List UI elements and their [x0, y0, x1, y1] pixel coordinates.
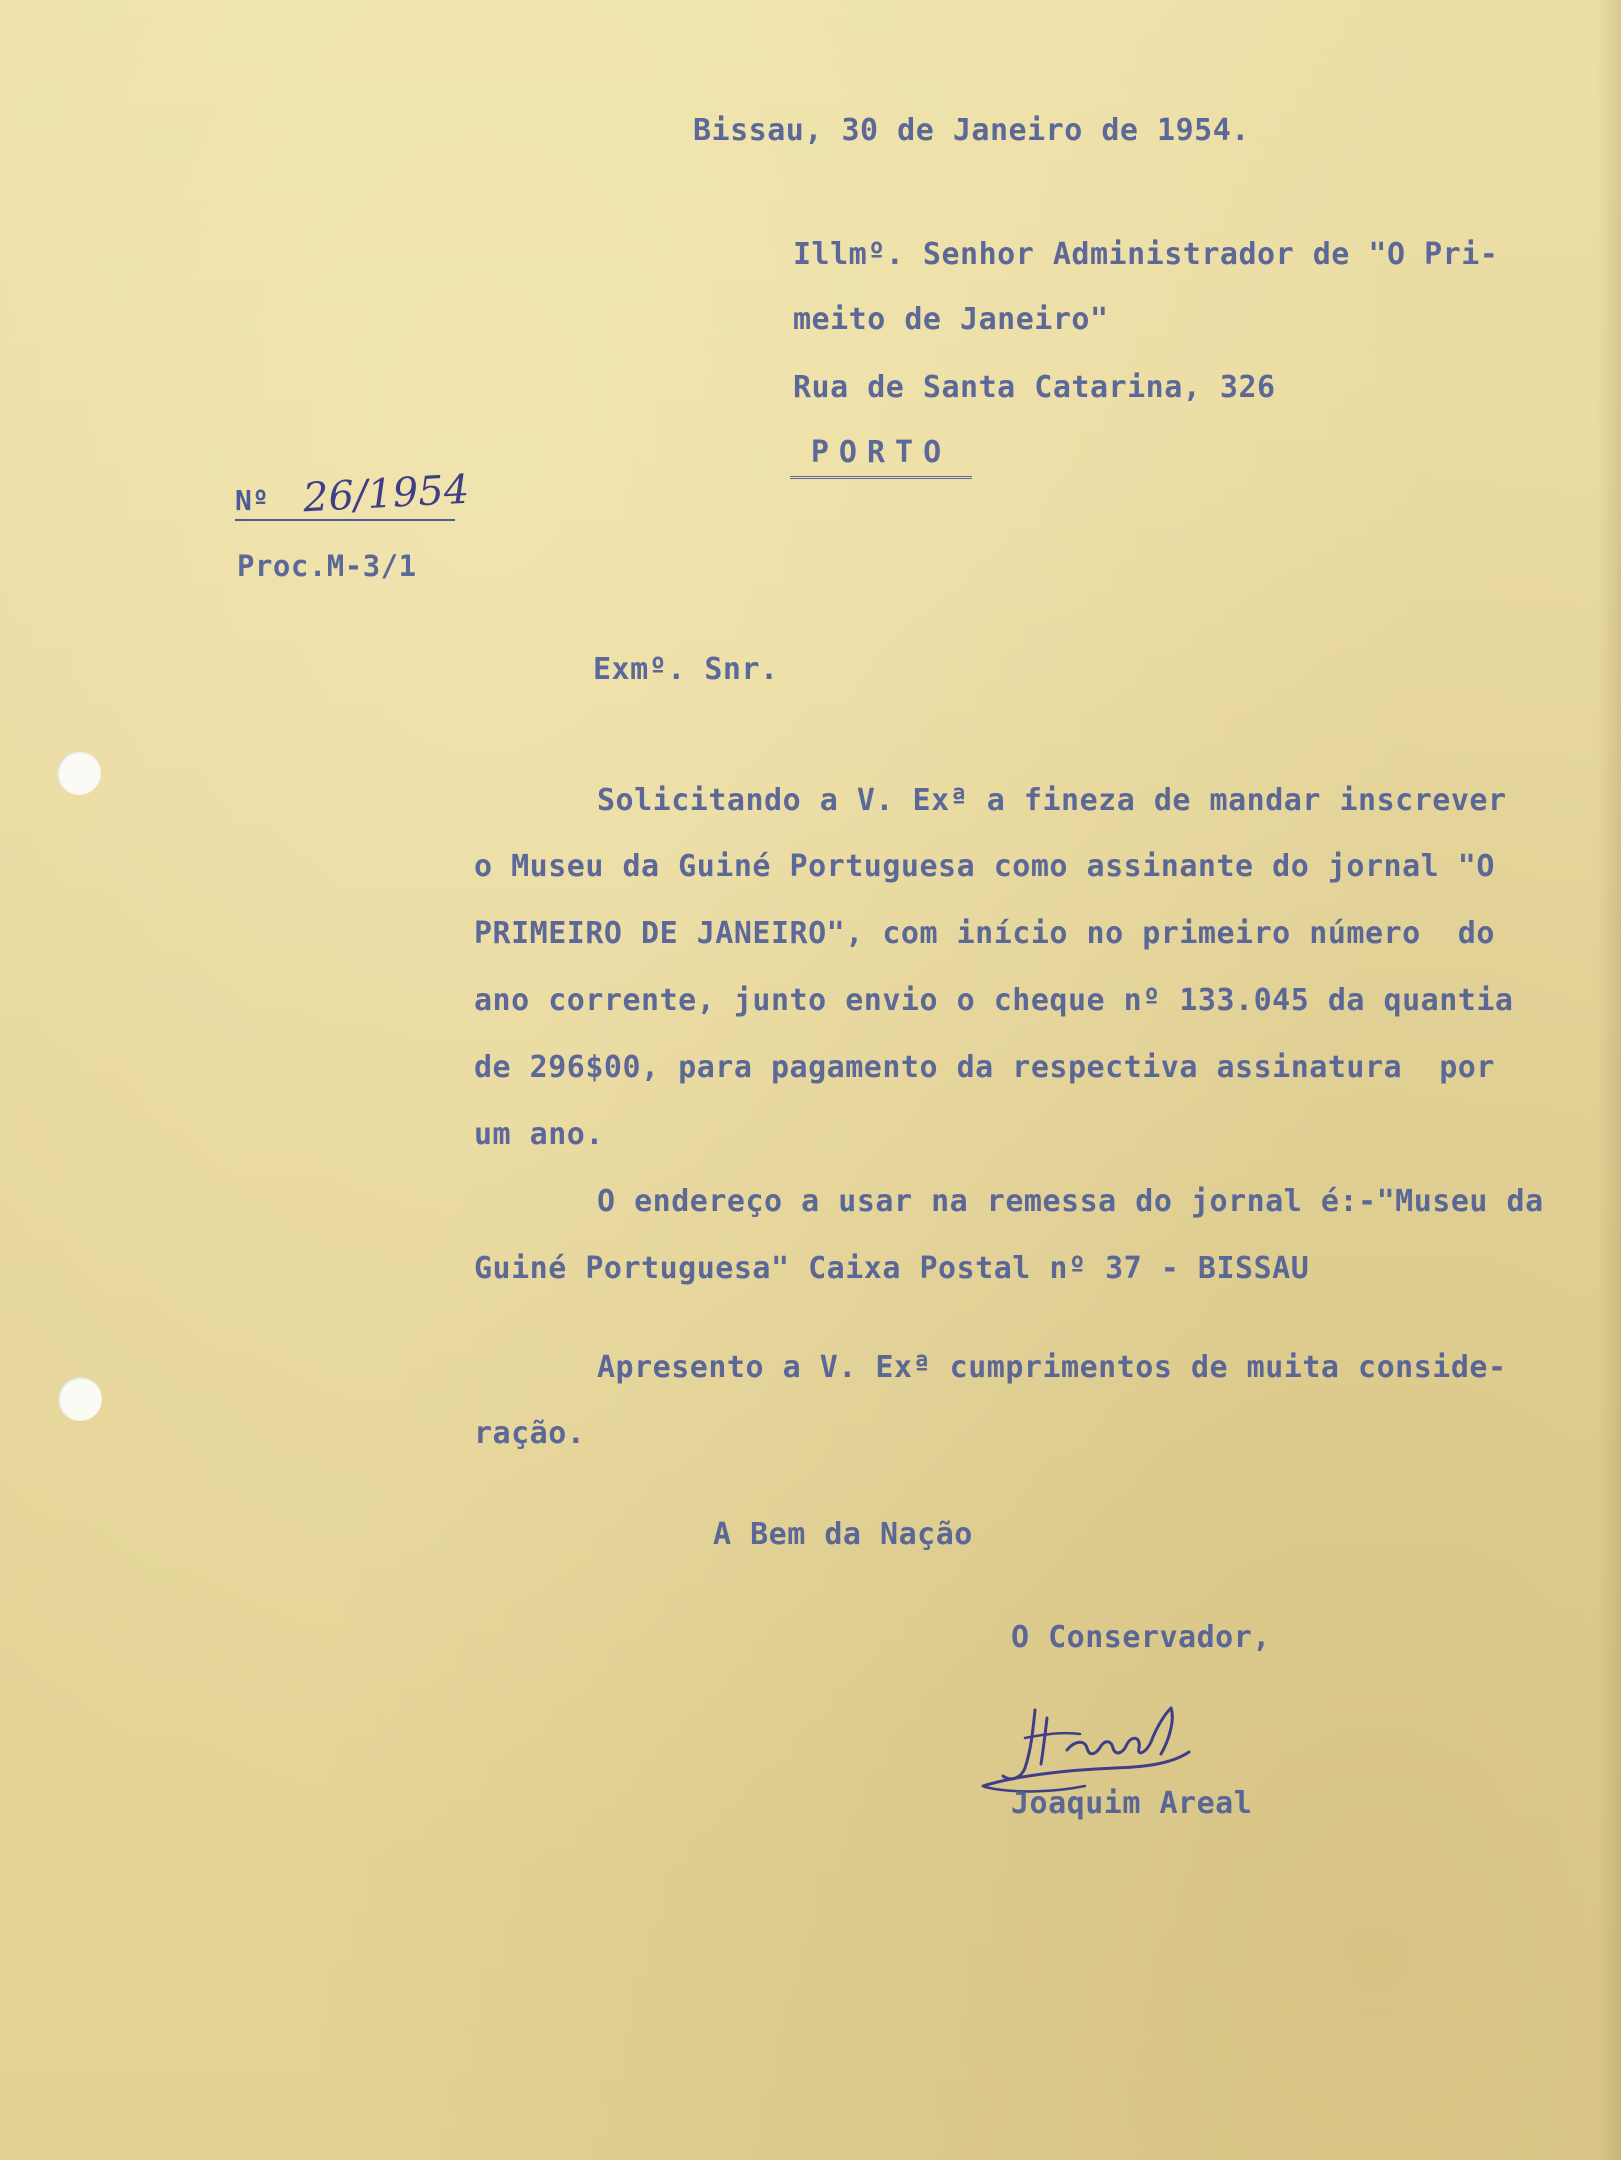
body-line-2: o Museu da Guiné Portuguesa como assinante do jornal "O	[474, 849, 1495, 884]
reference-number-handwritten: 26/1954	[301, 466, 471, 522]
punch-hole-top	[57, 751, 101, 795]
reference-number	[235, 465, 471, 522]
process-reference: Proc.M-3/1	[237, 549, 417, 583]
signature	[975, 1690, 1235, 1800]
body-line-9: Apresento a V. Exª cumprimentos de muita conside-	[597, 1350, 1507, 1385]
recipient-city: PORTO	[790, 435, 972, 479]
body-line-1: Solicitando a V. Exª a fineza de mandar inscrever	[597, 783, 1507, 818]
recipient-line-2: meito de Janeiro"	[793, 302, 1109, 337]
body-line-5: de 296$00, para pagamento da respectiva assinatura por	[474, 1050, 1495, 1085]
date-line: Bissau, 30 de Janeiro de 1954.	[693, 113, 1250, 148]
salutation: Exmº. Snr.	[593, 652, 779, 687]
body-line-8: Guiné Portuguesa" Caixa Postal nº 37 - BISSAU	[474, 1251, 1310, 1286]
signatory-title: O Conservador,	[1011, 1620, 1271, 1655]
recipient-line-1: Illmº. Senhor Administrador de "O Pri-	[793, 237, 1499, 272]
body-line-10: ração.	[474, 1416, 586, 1451]
punch-hole-bottom	[58, 1377, 102, 1421]
body-line-6: um ano.	[474, 1117, 604, 1152]
body-line-3: PRIMEIRO DE JANEIRO", com início no primeiro número do	[474, 916, 1495, 951]
body-line-4: ano corrente, junto envio o cheque nº 133.045 da quantia	[474, 983, 1514, 1018]
recipient-line-3: Rua de Santa Catarina, 326	[793, 370, 1276, 405]
closing: A Bem da Nação	[713, 1517, 973, 1552]
body-line-7: O endereço a usar na remessa do jornal é:-"Museu da	[597, 1184, 1544, 1219]
reference-number-label: Nº	[235, 484, 269, 517]
signatory-name: Joaquim Areal	[1011, 1786, 1253, 1821]
